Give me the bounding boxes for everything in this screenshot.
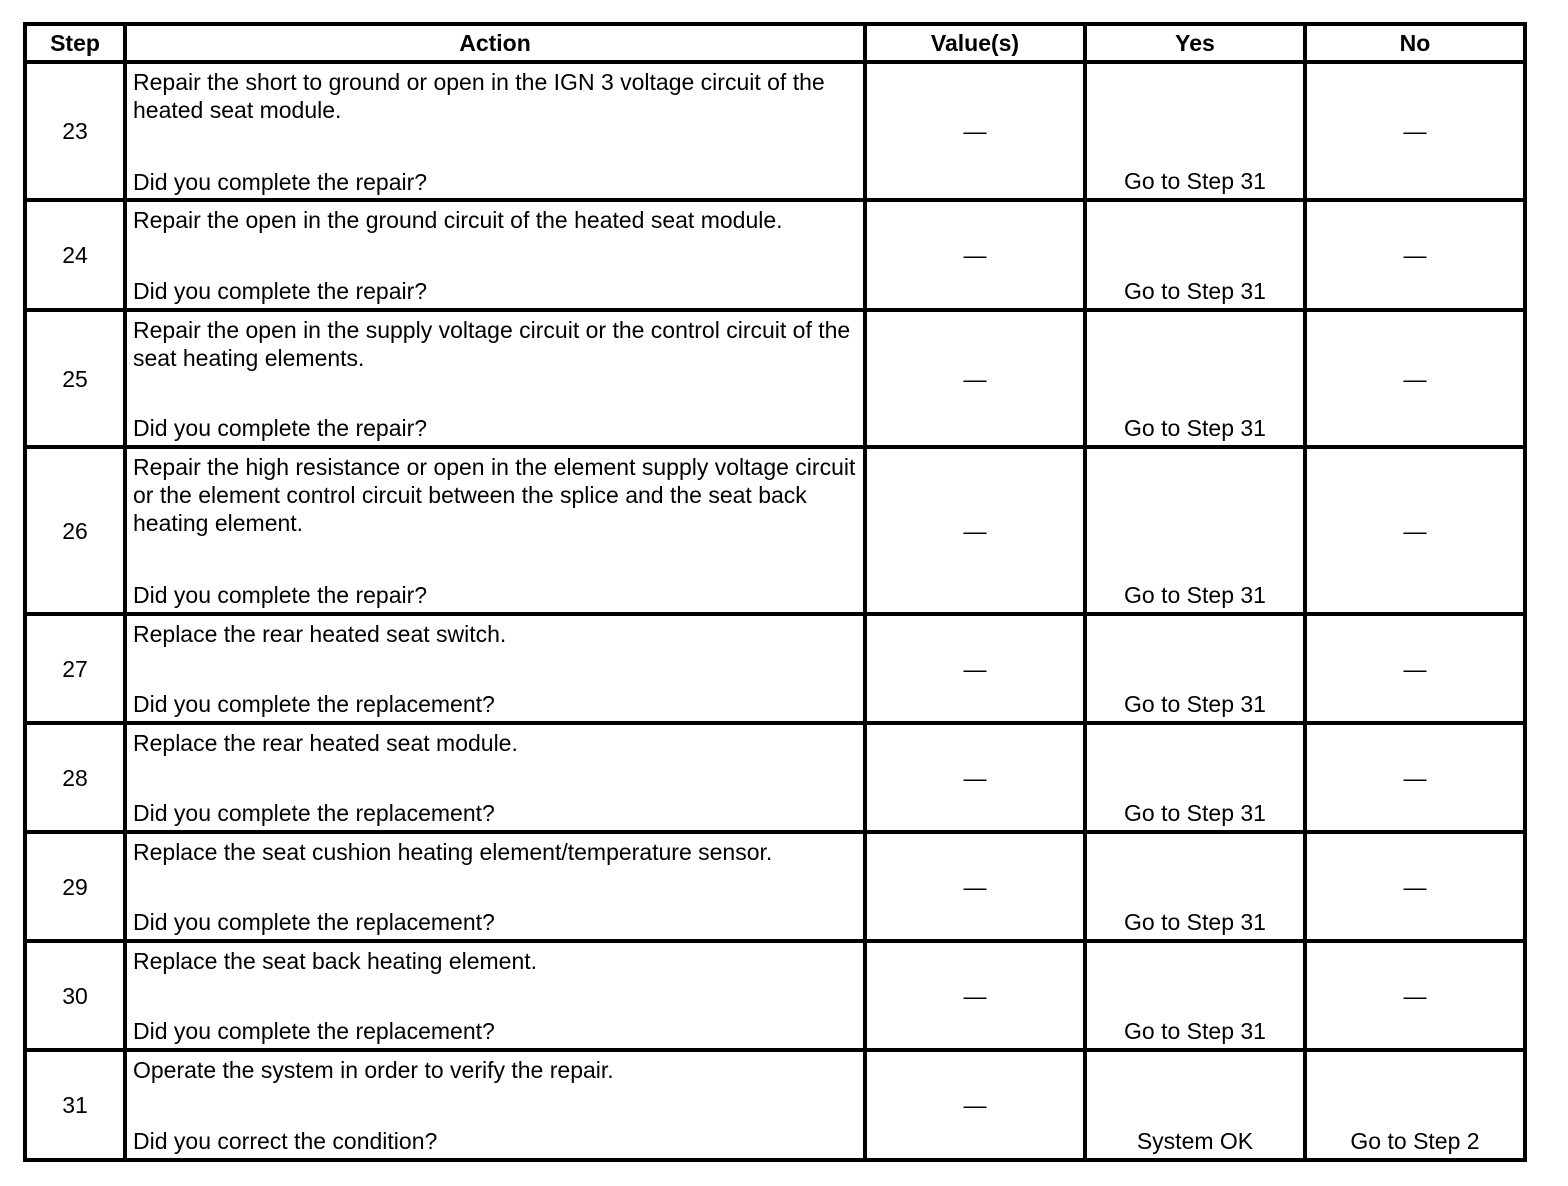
table-row [25, 310, 1525, 447]
question-text: Did you complete the repair? [133, 415, 428, 441]
step-number: 23 [25, 62, 125, 200]
table-row [25, 941, 1525, 1050]
header-step: Step [25, 24, 125, 62]
table-row [25, 614, 1525, 723]
yes-cell: Go to Step 31 [1085, 447, 1305, 614]
action-cell [125, 832, 865, 941]
action-text: Repair the open in the supply voltage circuit or the control circuit of the seat heating elements. [133, 317, 851, 371]
yes-cell: Go to Step 31 [1085, 62, 1305, 200]
value-cell: — [865, 62, 1085, 200]
yes-cell: Go to Step 31 [1085, 614, 1305, 723]
header-row [25, 24, 1525, 62]
step-number: 27 [25, 614, 125, 723]
action-cell [125, 1050, 865, 1160]
header-values: Value(s) [865, 24, 1085, 62]
value-cell: — [865, 310, 1085, 447]
diagnostic-steps-table [23, 22, 1527, 1162]
table-row [25, 200, 1525, 310]
action-text: Replace the rear heated seat module. [133, 730, 518, 756]
question-text: Did you complete the repair? [133, 169, 428, 195]
action-text: Repair the open in the ground circuit of the heated seat module. [133, 207, 783, 233]
question-text: Did you complete the replacement? [133, 1018, 495, 1044]
question-text: Did you complete the replacement? [133, 800, 495, 826]
table-row [25, 723, 1525, 832]
table-row [25, 832, 1525, 941]
step-number: 28 [25, 723, 125, 832]
no-cell: — [1305, 447, 1525, 614]
yes-cell: System OK [1085, 1050, 1305, 1160]
value-cell: — [865, 614, 1085, 723]
action-cell [125, 614, 865, 723]
yes-cell: Go to Step 31 [1085, 200, 1305, 310]
action-cell [125, 447, 865, 614]
step-number: 29 [25, 832, 125, 941]
action-text: Operate the system in order to verify the repair. [133, 1057, 614, 1083]
action-cell [125, 62, 865, 200]
header-no: No [1305, 24, 1525, 62]
value-cell: — [865, 832, 1085, 941]
no-cell: — [1305, 832, 1525, 941]
value-cell: — [865, 723, 1085, 832]
question-text: Did you complete the repair? [133, 278, 428, 304]
action-text: Replace the rear heated seat switch. [133, 621, 507, 647]
yes-cell: Go to Step 31 [1085, 723, 1305, 832]
step-number: 31 [25, 1050, 125, 1160]
no-cell: — [1305, 614, 1525, 723]
yes-cell: Go to Step 31 [1085, 832, 1305, 941]
no-cell: Go to Step 2 [1305, 1050, 1525, 1160]
action-cell [125, 941, 865, 1050]
table-header [25, 24, 1525, 62]
no-cell: — [1305, 62, 1525, 200]
question-text: Did you correct the condition? [133, 1128, 438, 1154]
no-cell: — [1305, 723, 1525, 832]
yes-cell: Go to Step 31 [1085, 310, 1305, 447]
table-row [25, 1050, 1525, 1160]
question-text: Did you complete the replacement? [133, 909, 495, 935]
header-action: Action [125, 24, 865, 62]
action-text: Replace the seat back heating element. [133, 948, 538, 974]
header-yes: Yes [1085, 24, 1305, 62]
yes-cell: Go to Step 31 [1085, 941, 1305, 1050]
no-cell: — [1305, 200, 1525, 310]
table-row [25, 62, 1525, 200]
question-text: Did you complete the repair? [133, 582, 428, 608]
action-cell [125, 200, 865, 310]
action-cell [125, 310, 865, 447]
step-number: 24 [25, 200, 125, 310]
value-cell: — [865, 200, 1085, 310]
table-row [25, 447, 1525, 614]
table-body [25, 62, 1525, 1160]
step-number: 30 [25, 941, 125, 1050]
value-cell: — [865, 1050, 1085, 1160]
question-text: Did you complete the replacement? [133, 691, 495, 717]
no-cell: — [1305, 941, 1525, 1050]
step-number: 25 [25, 310, 125, 447]
step-number: 26 [25, 447, 125, 614]
action-text: Repair the high resistance or open in the element supply voltage circuit or the element control circuit between the splice and the seat back heating element. [133, 454, 856, 536]
no-cell: — [1305, 310, 1525, 447]
value-cell: — [865, 941, 1085, 1050]
action-text: Repair the short to ground or open in the IGN 3 voltage circuit of the heated seat module. [133, 69, 825, 123]
action-text: Replace the seat cushion heating element/temperature sensor. [133, 839, 773, 865]
value-cell: — [865, 447, 1085, 614]
action-cell [125, 723, 865, 832]
